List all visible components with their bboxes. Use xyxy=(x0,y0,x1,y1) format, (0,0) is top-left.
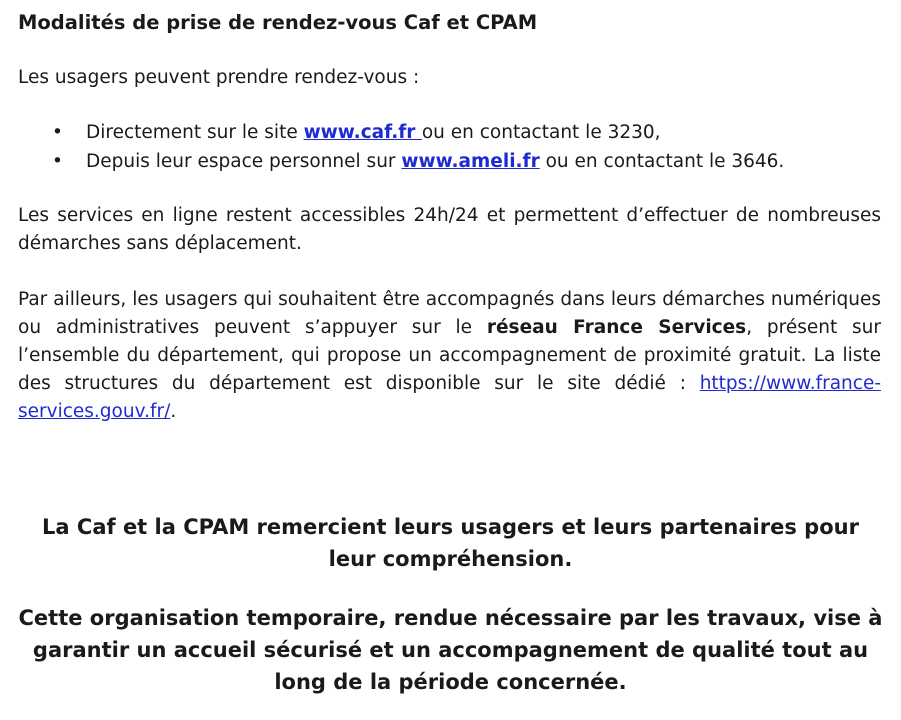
appointment-options-list xyxy=(18,118,881,176)
thanks-message xyxy=(0,511,901,575)
bullet-icon: • xyxy=(52,151,63,172)
france-services-emphasis: réseau France Services xyxy=(486,317,747,338)
ameli-link[interactable]: www.ameli.fr xyxy=(401,151,540,172)
online-services-paragraph: Les services en ligne restent accessibles 24h/24 et permettent d’effectuer de nombreuses démarches sans déplacement. xyxy=(18,205,881,254)
document-title: Modalités de prise de rendez-vous Caf et CPAM xyxy=(18,11,538,34)
bullet-icon: • xyxy=(52,122,63,143)
list-item-text: ou en contactant le 3646. xyxy=(539,151,785,172)
intro-text: Les usagers peuvent prendre rendez-vous : xyxy=(18,67,420,88)
list-item-ameli xyxy=(18,147,881,176)
thanks-text: La Caf et la CPAM remercient leurs usagers et leurs partenaires pour leur compréhension. xyxy=(42,515,859,571)
caf-link[interactable]: www.caf.fr xyxy=(303,122,422,143)
france-services-paragraph xyxy=(18,286,881,426)
paragraph-text: , présent sur l’ensemble du département, qui propose un accompagnement de proximité gratuit. La liste des structures du département est disponible sur le site dédié : xyxy=(18,317,881,394)
list-item-text: Depuis leur espace personnel sur xyxy=(86,151,402,172)
organisation-message xyxy=(0,602,901,698)
paragraph-text: . xyxy=(170,401,177,422)
document-body xyxy=(18,8,881,426)
list-item-caf xyxy=(18,118,881,147)
organisation-text: Cette organisation temporaire, rendue nécessaire par les travaux, vise à garantir un accueil sécurisé et un accompagnement de qualité tout au long de la période concernée. xyxy=(18,606,883,694)
list-item-text: ou en contactant le 3230, xyxy=(421,122,661,143)
list-item-text: Directement sur le site xyxy=(86,122,304,143)
france-services-link[interactable]: https://www.france-services.gouv.fr/ xyxy=(18,373,881,422)
paragraph-text: Par ailleurs, les usagers qui souhaitent être accompagnés dans leurs démarches numériques ou administratives peuvent s’appuyer sur le xyxy=(18,289,881,338)
